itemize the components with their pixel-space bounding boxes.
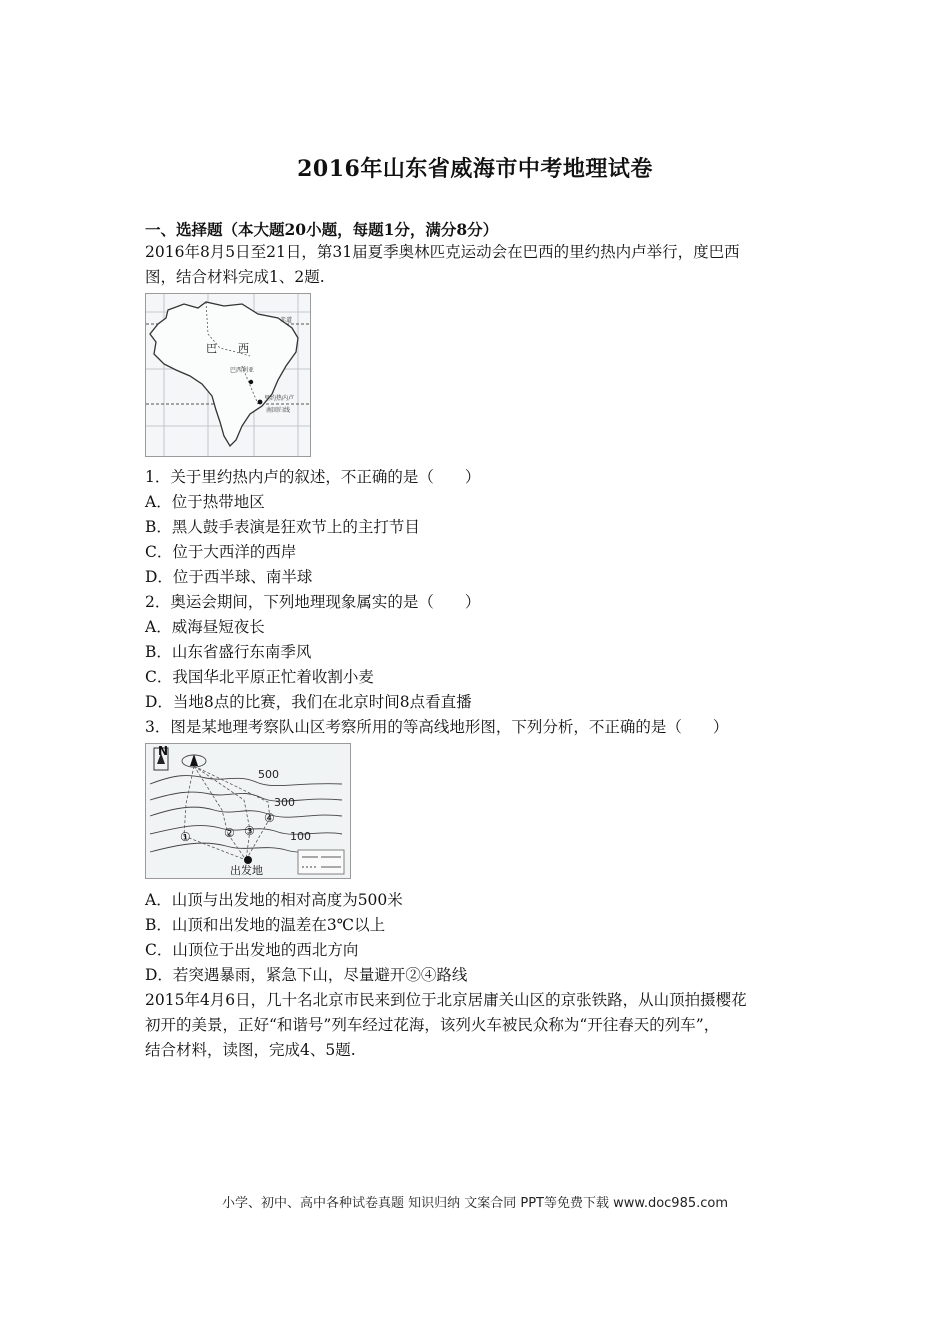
- page-title: 2016年山东省威海市中考地理试卷: [297, 156, 653, 182]
- intro2-line-3: 结合材料，读图，完成4、5题.: [145, 1041, 356, 1059]
- map-label-rio: 里约热内卢: [264, 395, 295, 402]
- question-1-option-b: B．黑人鼓手表演是狂欢节上的主打节目: [145, 518, 420, 536]
- page-footer: 小学、初中、高中各种试卷真题 知识归纳 文案合同 PPT等免费下载 www.doc985.com: [221, 1196, 729, 1211]
- question-1-option-d: D．位于西半球、南半球: [145, 568, 313, 586]
- contour-map: [145, 743, 351, 879]
- question-2-option-a: A．威海昼短夜长: [145, 618, 265, 636]
- question-1-option-a: A．位于热带地区: [145, 493, 265, 511]
- brazil-map-drawing: [146, 294, 310, 456]
- question-3-option-d: D．若突遇暴雨，紧急下山，尽量避开②④路线: [145, 966, 468, 984]
- route-4-label: ④: [264, 811, 275, 825]
- summit-icon: [190, 754, 198, 766]
- contour-label-100: 100: [290, 830, 311, 843]
- question-3-option-a: A．山顶与出发地的相对高度为500米: [145, 891, 403, 909]
- contour-label-500: 500: [258, 768, 279, 781]
- north-label: N: [158, 744, 169, 758]
- map-label-tropic: 南回归线: [266, 407, 291, 414]
- contour-label-300: 300: [274, 796, 295, 809]
- question-1-option-c: C．位于大西洋的西岸: [145, 543, 297, 561]
- question-3-stem: 3．图是某地理考察队山区考察所用的等高线地形图，下列分析，不正确的是（ ）: [145, 718, 729, 736]
- question-1-stem: 1．关于里约热内卢的叙述，不正确的是（ ）: [145, 468, 481, 486]
- question-2-option-b: B．山东省盛行东南季风: [145, 643, 312, 661]
- start-point-icon: [244, 856, 252, 864]
- contour-map-drawing: [146, 744, 350, 878]
- route-3-label: ③: [244, 824, 255, 838]
- brazil-map: [145, 293, 311, 457]
- map-label-xi: 西: [238, 342, 249, 355]
- question-3-option-b: B．山顶和出发地的温差在3℃以上: [145, 916, 386, 934]
- question-2-stem: 2．奥运会期间，下列地理现象属实的是（ ）: [145, 593, 481, 611]
- start-label: 出发地: [230, 864, 263, 877]
- map-label-ba: 巴: [206, 342, 217, 355]
- map-label-brasilia: 巴西利亚: [230, 367, 255, 374]
- intro2-line-1: 2015年4月6日，几十名北京市民来到位于北京居庸关山区的京张铁路，从山顶拍摄樱花: [145, 991, 747, 1009]
- map-label-equator: 赤道: [280, 317, 293, 324]
- section-heading: 一、选择题（本大题20小题，每题1分，满分8分）: [145, 220, 499, 239]
- question-2-option-d: D．当地8点的比赛，我们在北京时间8点看直播: [145, 693, 472, 711]
- question-2-option-c: C．我国华北平原正忙着收割小麦: [145, 668, 374, 686]
- intro2-line-2: 初开的美景，正好“和谐号”列车经过花海，该列火车被民众称为“开往春天的列车”，: [145, 1016, 720, 1034]
- route-1-label: ①: [180, 830, 191, 844]
- legend-box: [298, 850, 344, 874]
- route-2-label: ②: [224, 826, 235, 840]
- question-3-option-c: C．山顶位于出发地的西北方向: [145, 941, 359, 959]
- intro-line-1: 2016年8月5日至21日，第31届夏季奥林匹克运动会在巴西的里约热内卢举行，度巴西: [145, 243, 740, 261]
- intro-line-2: 图，结合材料完成1、2题.: [145, 268, 325, 286]
